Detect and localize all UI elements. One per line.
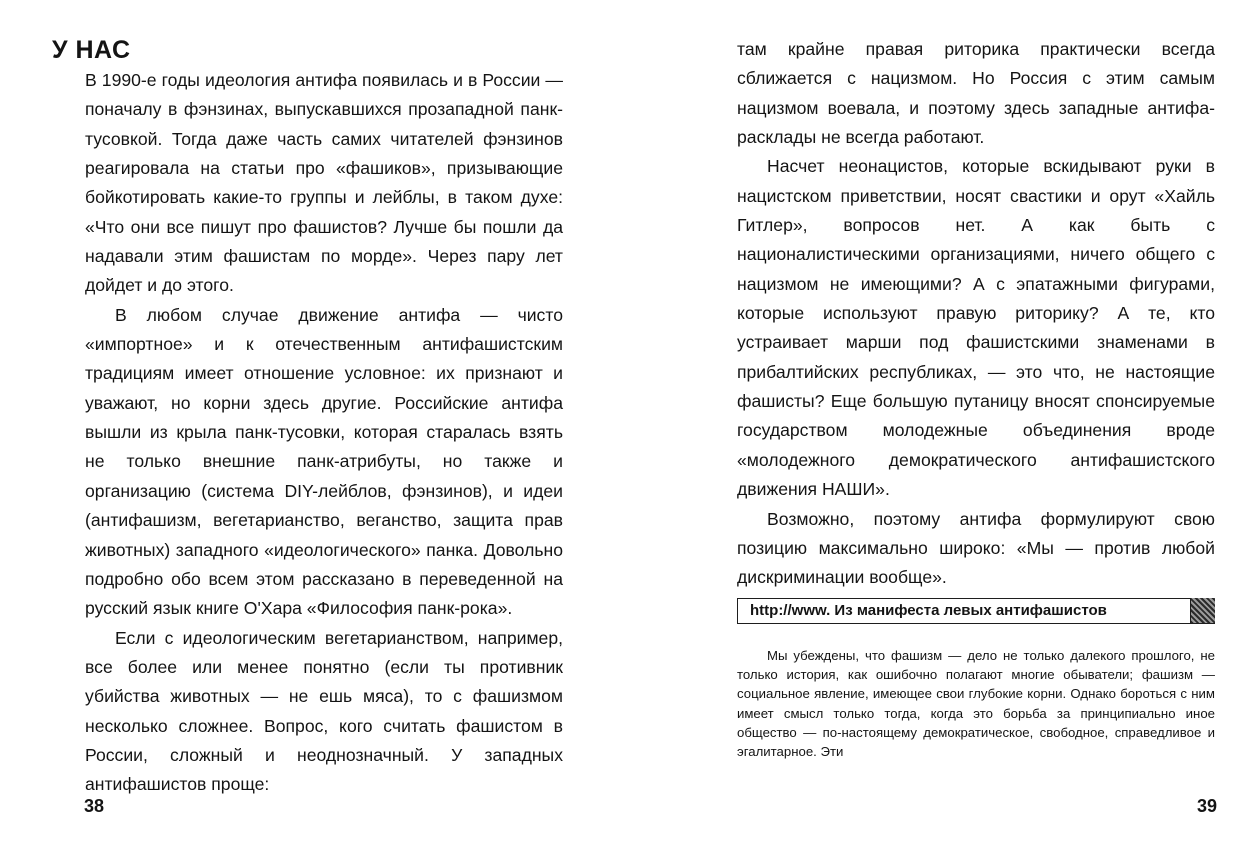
page-number: 38 [84, 796, 105, 816]
paragraph: Если с идеологическим вегетарианством, например, все более или менее понятно (если ты противник убийства животных — не ешь мяса), то с фашизмом несколько сложнее. Вопрос, кого считать фашистом в России, сложный и неоднозначный. У западных антифашистов проще: [85, 627, 563, 795]
paragraph: В любом случае движение антифа — чисто «импортное» и к отечественным антифашистским традициям имеет отношение условное: их признают и уважают, но корни здесь другие. Российские антифа вышли из крыла панк-тусовки, которая старалась взять не только внешние панк-атрибуты, но также и организацию (система DIY-лейблов, фэнзинов), и идеи (антифашизм, вегетарианство, веганство, защита прав животных) западного «идеологического» панка. Довольно подробно обо всем этом рассказано в переведенной на русский язык книге О'Хара «Философия панк-рока». [85, 304, 563, 619]
sidebar-box-text [737, 646, 1215, 761]
right-page [620, 0, 1241, 843]
sidebar-box-paragraph: Мы убеждены, что фашизм — дело не только далекого прошлого, не только история, как ошибочно полагают многие обыватели; фашизм — социальное явление, имеющее свои глубокие корни. Однако бороться с ним имеет смысл только тогда, когда это борьба за принципиально иное общество — по-настоящему демократическое, свободное, справедливое и эгалитарное. Эти [737, 648, 1215, 760]
paragraph: там крайне правая риторика практически всегда сближается с нацизмом. Но Россия с этим самым нацизмом воевала, и поэтому здесь западные антифа-расклады не всегда работают. [737, 39, 1215, 148]
left-body-text [85, 66, 563, 800]
right-body-text [737, 35, 1215, 593]
hatched-corner-icon [1190, 598, 1215, 623]
section-heading: У НАС [52, 36, 131, 64]
paragraph: Возможно, поэтому антифа формулируют свою позицию максимально широко: «Мы — против любой дискриминации вообще». [737, 508, 1215, 588]
sidebar-box-title: http://www. Из манифеста левых антифашистов [750, 602, 1107, 619]
paragraph: Насчет неонацистов, которые вскидывают руки в нацистском приветствии, носят свастики и орут «Хайль Гитлер», вопросов нет. А как быть с националистическими организациями, ничего общего с нацизмом не имеющими? А с эпатажными фигурами, которые используют правую риторику? А те, кто устраивает марши под фашистскими знаменами в прибалтийских республиках, — это что, не настоящие фашисты? Еще большую путаницу вносят спонсируемые государством молодежные объединения вроде «молодежного демократического антифашистского движения НАШИ». [737, 156, 1215, 500]
left-page [0, 0, 620, 843]
sidebar-box-header [737, 598, 1215, 624]
page-number: 39 [1197, 796, 1218, 816]
paragraph: В 1990-е годы идеология антифа появилась и в России — поначалу в фэнзинах, выпускавшихся прозападной панк-тусовкой. Тогда даже часть самих читателей фэнзинов реагировала на статьи про «фашиков», призывающие бойкотировать какие-то группы и лейблы, в таком духе: «Что они все пишут про фашистов? Лучше бы пошли да надавали этим фашистам по морде». Через пару лет дойдет и до этого. [85, 70, 563, 296]
